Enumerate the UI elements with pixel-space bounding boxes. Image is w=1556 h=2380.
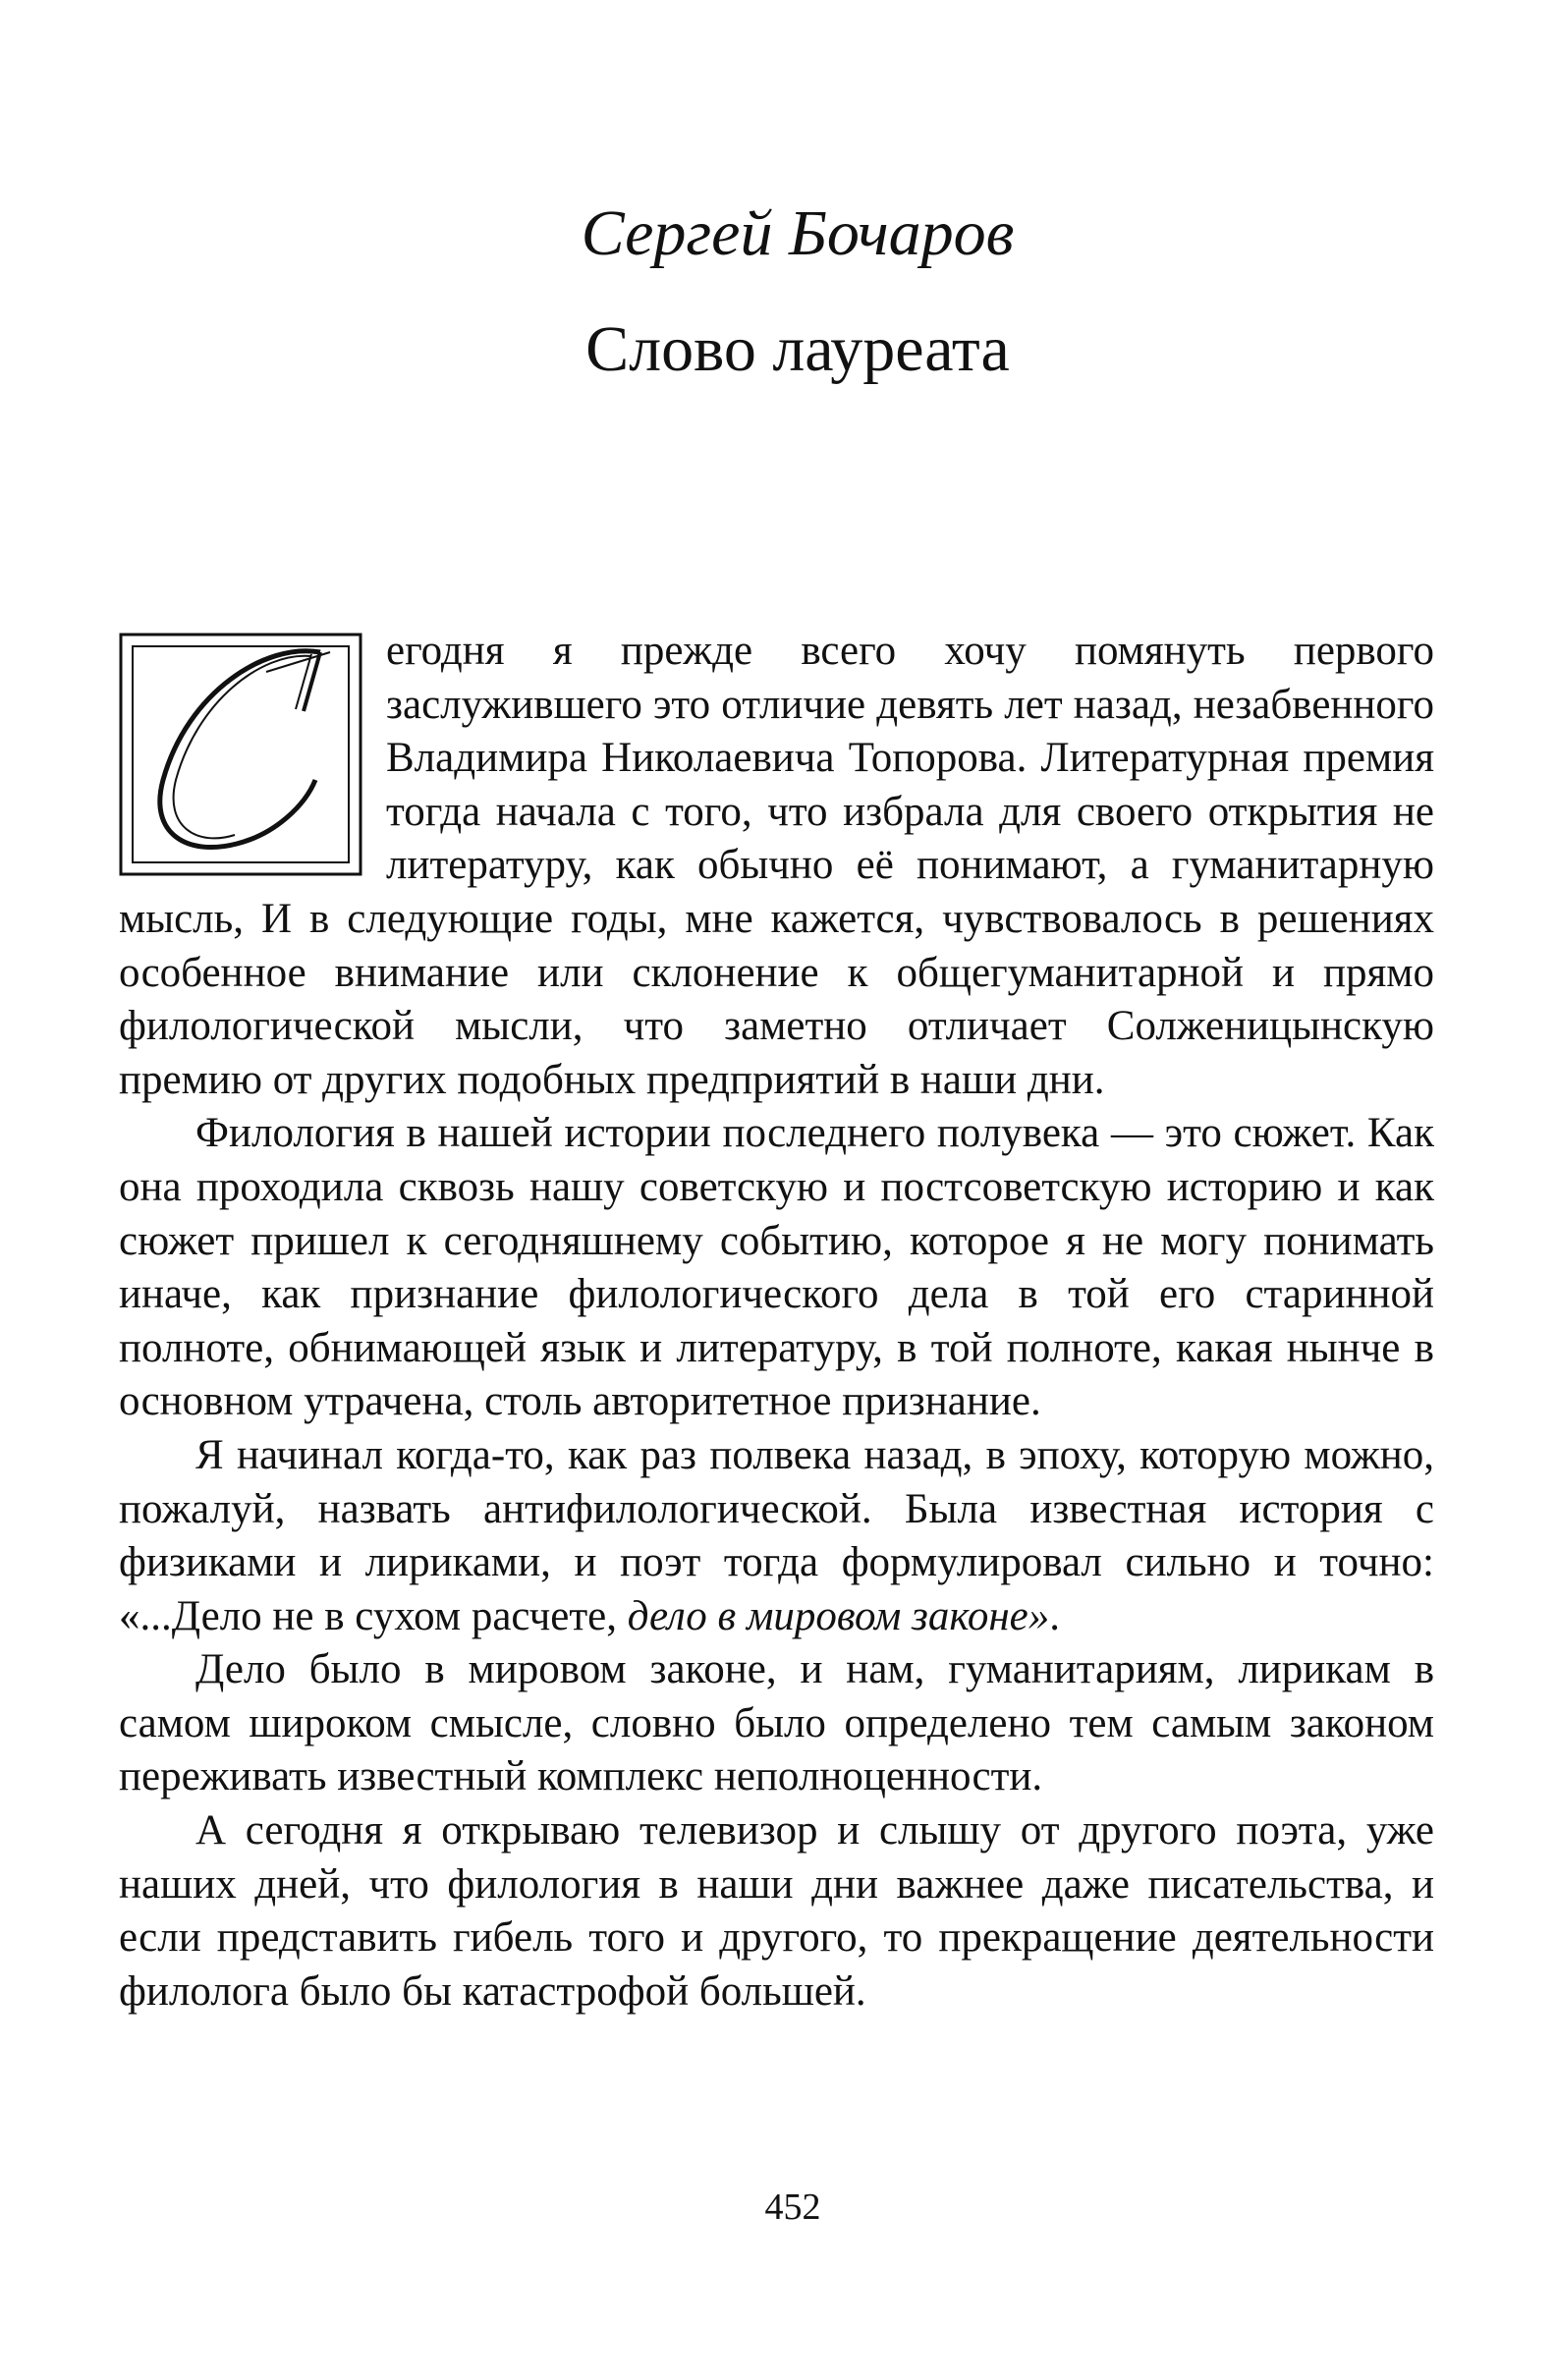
paragraph-3-quote: дело в мировом законе» (627, 1592, 1050, 1639)
paragraph-3-end: . (1049, 1592, 1060, 1639)
paragraph-3-text: Я начинал когда-то, как раз полвека назад, в эпоху, которую можно, пожалуй, назвать антифилологической. Была известная история с физиками и лириками, и поэт тогда формулировал сильно и точно: «...Дело не в сухом расчете, (119, 1431, 1434, 1639)
paragraph-1: егодня я прежде всего хочу помянуть первого заслужившего это отличие девять лет назад, незабвенного Владимира Николаевича Топорова. Литературная премия тогда начала с того, что избрала для своего открытия не литературу, как обычно её понимают, а гуманитарную мысль, И в следующие годы, мне кажется, чувствовалось в решениях особенное внимание или склонение к общегуманитарной и прямо филологической мысли, что заметно отличает Солженицынскую премию от других подобных предприятий в наши дни. (119, 628, 1434, 1103)
drop-cap-ornament (119, 633, 362, 876)
paragraph-2: Филология в нашей истории последнего полувека — это сюжет. Как она проходила сквозь нашу советскую и постсоветскую историю и как сюжет пришел к сегодняшнему событию, которое я не могу понимать иначе, как признание филологического дела в той его старинной полноте, обнимающей язык и литературу, в той полноте, какая нынче в основном утрачена, столь авторитетное признание. (119, 1110, 1434, 1425)
paragraph-3 (119, 1429, 1434, 1643)
author-name: Сергей Бочаров (581, 197, 1015, 269)
page-number: 452 (764, 2186, 821, 2228)
body-text (119, 625, 1434, 2019)
article-title: Слово лауреата (585, 313, 1010, 385)
paragraph-5: А сегодня я открываю телевизор и слышу от другого поэта, уже наших дней, что филология в наши дни важнее даже писательства, и если представить гибель того и другого, то прекращение деятельности филолога было бы катастрофой большей. (119, 1807, 1434, 2015)
paragraph-4: Дело было в мировом законе, и нам, гуманитариям, лирикам в самом широком смысле, словно было определено тем самым законом переживать известный комплекс неполноценности. (119, 1646, 1434, 1800)
